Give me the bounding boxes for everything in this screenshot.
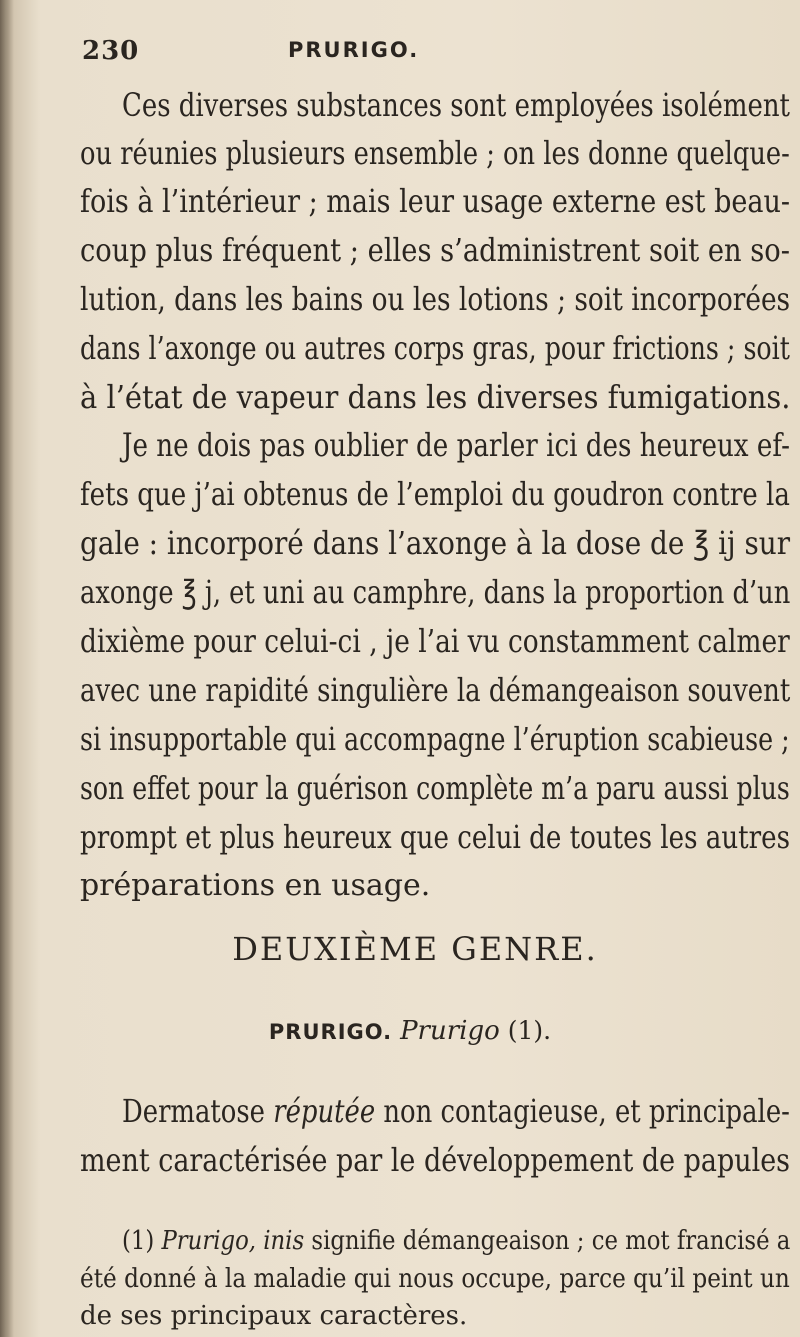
running-title: PRURIGO. (288, 38, 420, 62)
text-line: ment caractérisée par le développement de papules (80, 1141, 790, 1179)
text-line: avec une rapidité singulière la démangeaison souvent (80, 671, 791, 709)
text-line: fets que j’ai obtenus de l’emploi du goudron contre la (80, 475, 790, 513)
text-run: signifie démangeaison ; ce mot francisé a (304, 1226, 791, 1256)
footnote-line (122, 1222, 790, 1260)
text-line: axonge ℥ j, et uni au camphre, dans la proportion d’un (80, 573, 791, 611)
section-title: DEUXIÈME GENRE. (232, 930, 598, 968)
text-line: dans l’axonge ou autres corps gras, pour frictions ; soit (80, 329, 790, 367)
page-header (78, 36, 778, 76)
text-line: Ces diverses substances sont employées isolément (122, 86, 790, 124)
text-line: ou réunies plusieurs ensemble ; on les donne quelque- (80, 134, 790, 172)
section-subtitle (0, 1016, 800, 1046)
text-line: coup plus fréquent ; elles s’administrent soit en so- (80, 231, 790, 269)
text-line: préparations en usage. (80, 868, 431, 903)
subtitle-caps: PRURIGO. (268, 1020, 393, 1044)
footnote-line: de ses principaux caractères. (80, 1301, 468, 1331)
text-line: Je ne dois pas oublier de parler ici des heureux ef- (122, 426, 790, 464)
book-spine-shadow (0, 0, 14, 1337)
text-line: si insupportable qui accompagne l’éruption scabieuse ; (80, 720, 790, 758)
text-run: Dermatose (122, 1092, 274, 1130)
text-run-italic: réputée (273, 1092, 376, 1130)
text-line: lution, dans les bains ou les lotions ; soit incorporées (80, 280, 791, 318)
subtitle-italic: Prurigo (400, 1016, 500, 1046)
text-line: son effet pour la guérison complète m’a paru aussi plus (80, 769, 790, 807)
text-line: prompt et plus heureux que celui de toutes les autres (80, 818, 791, 856)
footnote-marker: (1) (122, 1226, 162, 1256)
text-line: fois à l’intérieur ; mais leur usage externe est beau- (80, 182, 791, 220)
text-line: gale : incorporé dans l’axonge à la dose de ℥ ij sur (80, 524, 791, 562)
text-line: dixième pour celui-ci , je l’ai vu constamment calmer (80, 622, 790, 660)
text-line (122, 1088, 790, 1134)
text-run: non contagieuse, et principale- (375, 1092, 790, 1130)
text-line: à l’état de vapeur dans les diverses fumigations. (80, 378, 791, 416)
footnote-line: été donné à la maladie qui nous occupe, parce qu’il peint un (80, 1264, 790, 1294)
page-number: 230 (82, 36, 140, 66)
subtitle-note-ref: (1). (507, 1016, 552, 1045)
text-run-italic: Prurigo, inis (161, 1226, 305, 1256)
